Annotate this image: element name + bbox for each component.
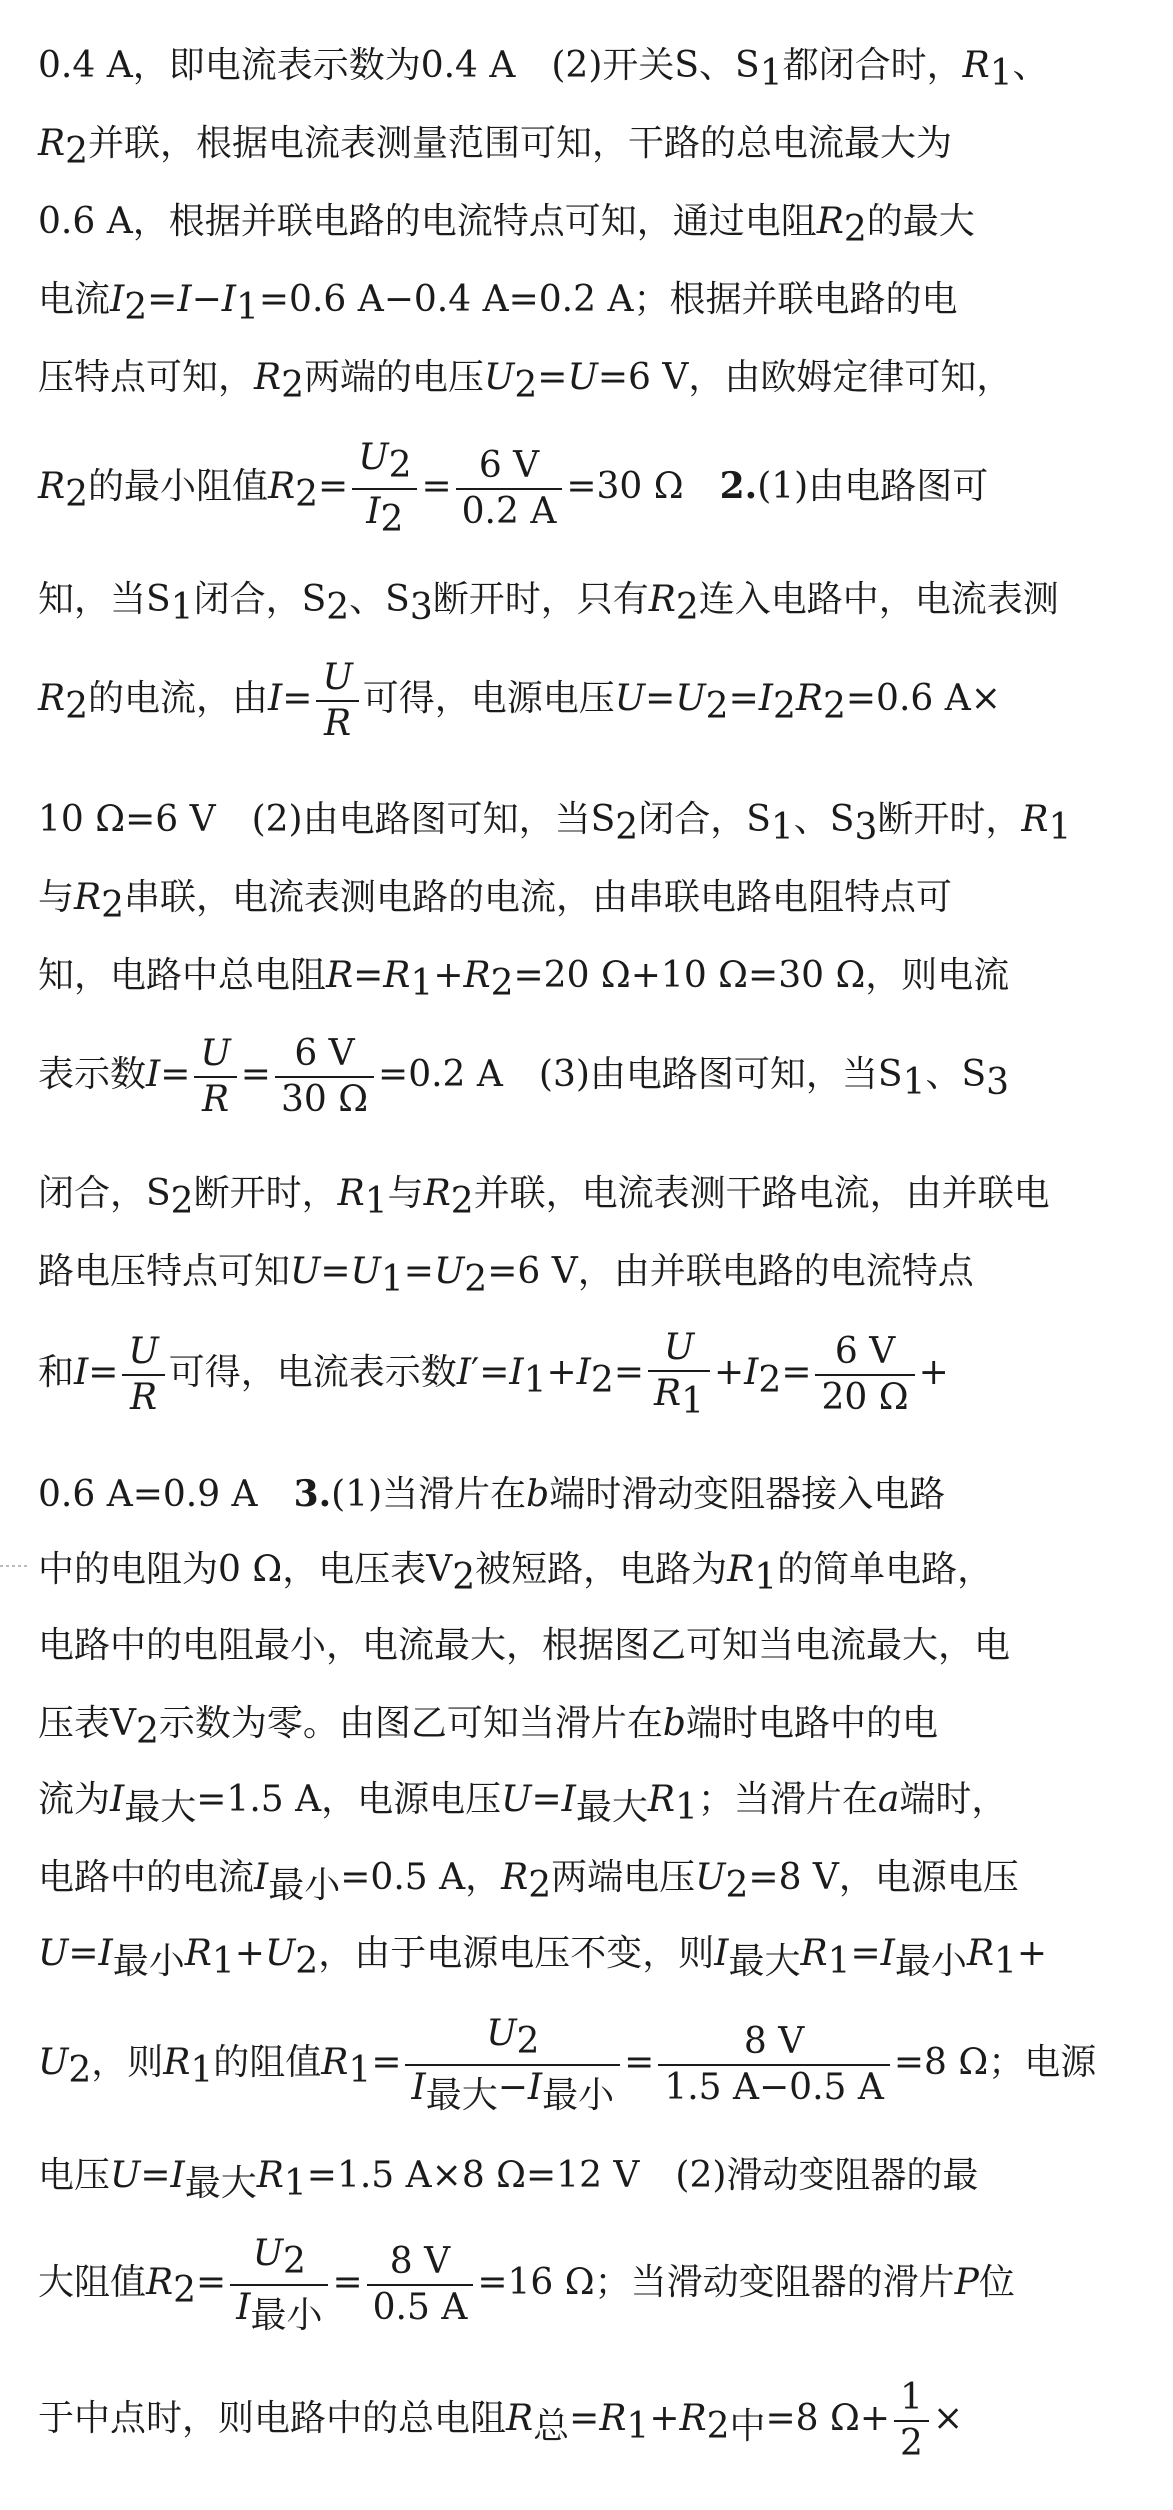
text-line-18: 电路中的电阻最小，电流最大，根据图乙可知当电流最大，电 <box>38 1625 1011 1666</box>
text-line-4: 电流I2=I−I1=0.6 A−0.4 A=0.2 A；根据并联电路的电 <box>38 279 958 328</box>
fraction: $\frac{U2}{I2}$ <box>352 440 417 538</box>
text-line-16: 0.6 A=0.9 A 3.(1)当滑片在b端时滑动变阻器接入电路 <box>38 1473 946 1515</box>
fraction: $\frac{U2}{\text{I最小}}$ <box>230 2236 328 2334</box>
fraction: $\frac{U}{R}$ <box>316 660 358 742</box>
text-line-22: U=I最小R1+U2，由于电源电压不变，则I最大R1=I最小R1+ <box>38 1933 1048 1982</box>
text-line-17: 中的电阻为0 Ω，电压表V2被短路，电路为R1的简单电路， <box>38 1549 994 1598</box>
fraction: $\frac{U2}{\text{I最大−I最小}}$ <box>405 2016 620 2114</box>
text-line-23: U2，则R1的阻值R1= $\frac{U2}{\text{I最大−I最小}}$ = $\frac{8 V}{1.5 A-0.5 A}$ =8 Ω；电源 <box>38 2013 1097 2116</box>
text-line-19: 压表V2示数为零。由图乙可知当滑片在b端时电路中的电 <box>38 1703 938 1752</box>
fraction: $\frac{1}{2}$ <box>894 2380 929 2462</box>
text-line-12: 表示数I= $\frac{U}{R}$ = $\frac{6 V}{30 \Omega}$ =0.2 A (3)由电路图可知，当S1、S3 <box>38 1033 1010 1120</box>
text-line-24: 电压U=I最大R1=1.5 A×8 Ω=12 V (2)滑动变阻器的最 <box>38 2155 979 2204</box>
text-line-11: 知，电路中总电阻R=R1+R2=20 Ω+10 Ω=30 Ω，则电流 <box>38 955 1010 1004</box>
text-line-13: 闭合，S2断开时，R1与R2并联，电流表测干路电流，由并联电 <box>38 1173 1050 1222</box>
text-line-1: 0.4 A，即电流表示数为0.4 A (2)开关S、S1都闭合时，R1、 <box>38 45 1049 94</box>
text-line-14: 路电压特点可知U=U1=U2=6 V，由并联电路的电流特点 <box>38 1251 974 1300</box>
text-line-8: R2的电流，由I= $\frac{U}{R}$ 可得，电源电压U=U2=I2R2=0.6 A× <box>38 657 1001 744</box>
text-line-5: 压特点可知，R2两端的电压U2=U=6 V，由欧姆定律可知， <box>38 357 1013 406</box>
text-line-6: R2的最小阻值R2= $\frac{U2}{I2}$ = $\frac{6 V}{0.2 A}$ =30 Ω 2.(1)由电路图可 <box>38 437 989 540</box>
scan-mark <box>0 1563 30 1569</box>
text-line-3: 0.6 A，根据并联电路的电流特点可知，通过电阻R2的最大 <box>38 201 975 250</box>
fraction: $\frac{6 V}{0.2 A}$ <box>456 448 563 530</box>
fraction: $\frac{U}{R}$ <box>194 1036 236 1118</box>
text-line-2: R2并联，根据电流表测量范围可知，干路的总电流最大为 <box>38 123 953 172</box>
text-line-7: 知，当S1闭合，S2、S3断开时，只有R2连入电路中，电流表测 <box>38 579 1059 628</box>
text-line-25: 大阻值R2= $\frac{U2}{\text{I最小}}$ = $\frac{8 V}{0.5 A}$ =16 Ω；当滑动变阻器的滑片P位 <box>38 2233 1015 2336</box>
fraction: $\frac{U}{R}$ <box>122 1334 164 1416</box>
text-line-10: 与R2串联，电流表测电路的电流，由串联电路电阻特点可 <box>38 877 953 926</box>
text-line-26: 于中点时，则电路中的总电阻R总=R1+R2中=8 Ω+ $\frac{1}{2}$ × <box>38 2377 964 2464</box>
text-line-9: 10 Ω=6 V (2)由电路图可知，当S2闭合，S1、S3断开时，R1 <box>38 799 1072 848</box>
fraction: $\frac{U}{R1}$ <box>648 1330 710 1420</box>
text-line-15: 和I= $\frac{U}{R}$ 可得，电流表示数I′=I1+I2= $\frac{U}{R1}$ +I2= $\frac{6 V}{20 \Omega}$ + <box>38 1327 949 1422</box>
text-line-21: 电路中的电流I最小=0.5 A，R2两端电压U2=8 V，电源电压 <box>38 1857 1019 1906</box>
text-line-20: 流为I最大=1.5 A，电源电压U=I最大R1；当滑片在a端时， <box>38 1779 1008 1828</box>
fraction: $\frac{6 V}{30 \Omega}$ <box>275 1036 374 1118</box>
fraction: $\frac{6 V}{20 \Omega}$ <box>815 1334 914 1416</box>
fraction: $\frac{8 V}{1.5 A-0.5 A}$ <box>658 2024 890 2106</box>
fraction: $\frac{8 V}{0.5 A}$ <box>367 2244 474 2326</box>
